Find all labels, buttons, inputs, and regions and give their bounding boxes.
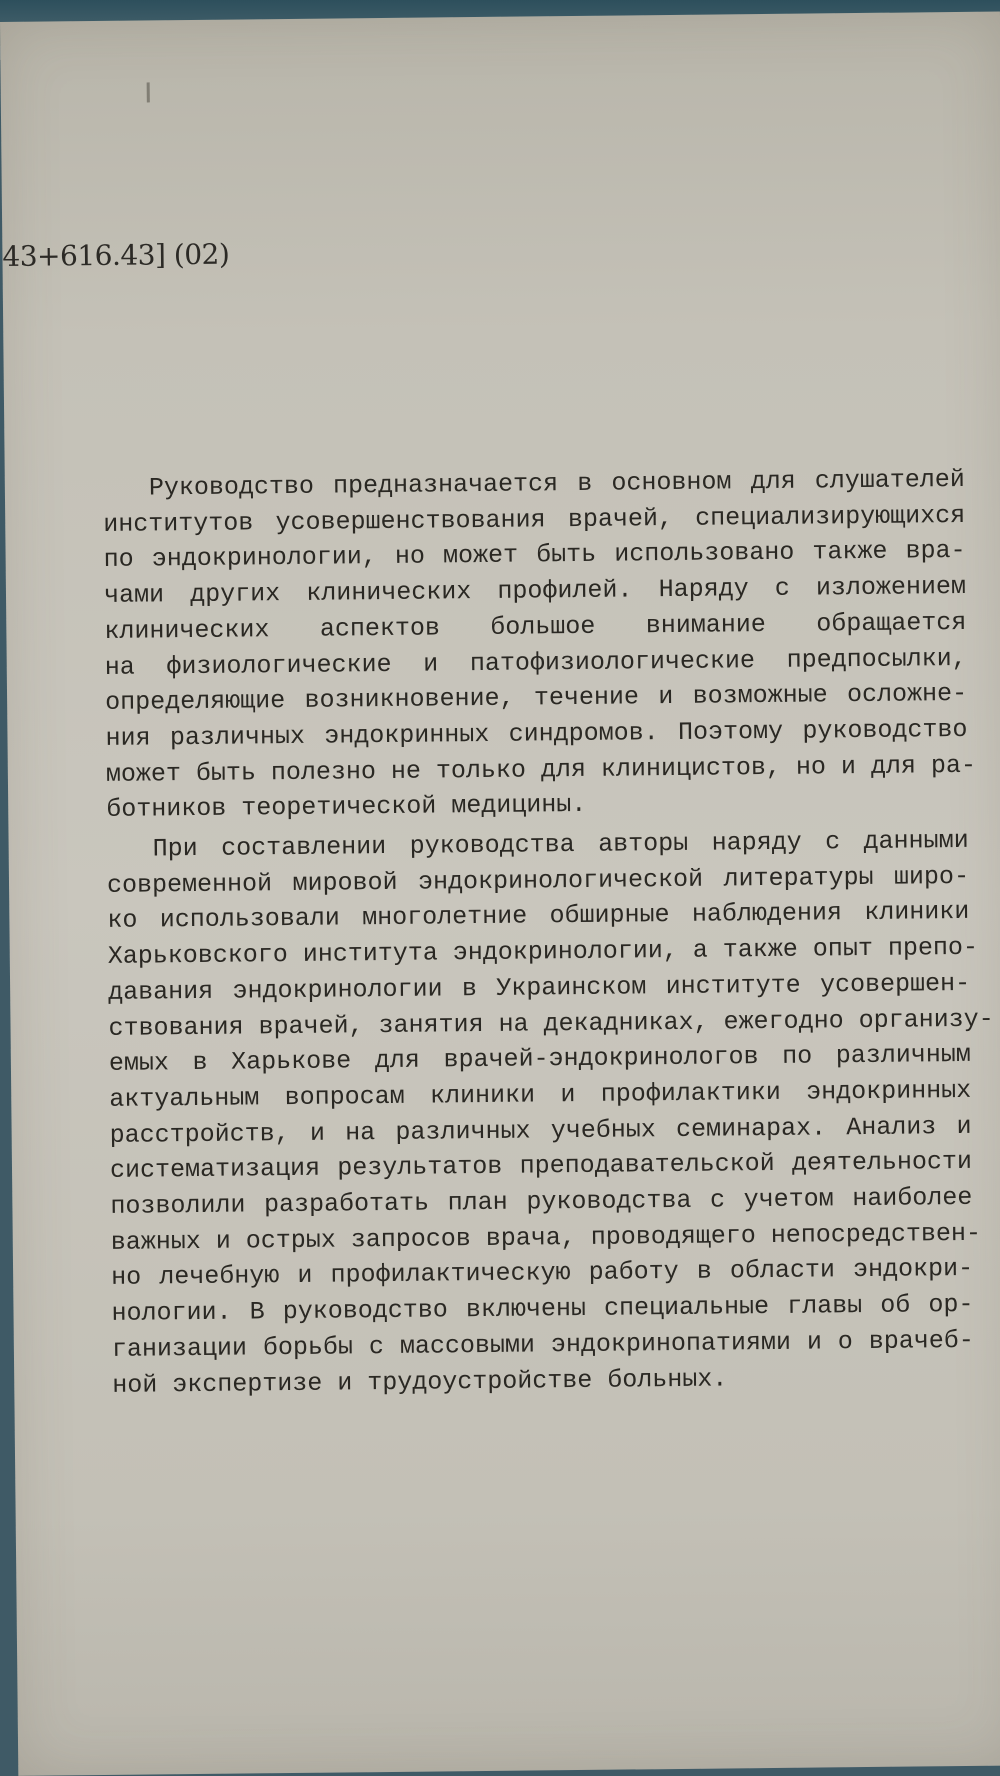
paragraph-2 — [106, 823, 994, 1403]
text-line: При составлении руководства авторы наряду с данными — [152, 825, 969, 864]
udc-classification-code: 43+616.43] (02) — [2, 237, 230, 273]
text-line: систематизация результатов преподавательской деятельности — [109, 1147, 973, 1186]
text-line: ганизации борьбы с массовыми эндокринопатиями и о врачеб- — [111, 1325, 975, 1364]
text-line: нологии. В руководство включены специальные главы об ор- — [111, 1290, 974, 1329]
text-line: Руководство предназначается в основном для слушателей — [148, 464, 965, 503]
book-page — [0, 12, 1000, 1776]
text-line: но лечебную и профилактическую работу в области эндокри- — [111, 1254, 974, 1293]
text-line: актуальным вопросам клиники и профилактики эндокринных — [109, 1075, 972, 1114]
paragraph-1 — [103, 462, 977, 828]
text-line: клинических аспектов большое внимание обращается — [104, 607, 967, 646]
text-line: емых в Харькове для врачей-эндокринологов по различным — [108, 1040, 972, 1079]
pencil-mark — [147, 82, 150, 102]
text-line: важных и острых запросов врача, проводящего непосредствен- — [110, 1218, 982, 1257]
annotation-text — [103, 462, 994, 1403]
text-line: позволили разработать план руководства с учетом наиболее — [110, 1182, 973, 1221]
text-line: определяющие возникновение, течение и возможные осложне- — [104, 679, 968, 718]
text-line: Харьковского института эндокринологии, а также опыт препо- — [107, 932, 979, 972]
text-line: современной мировой эндокринологической литературы широ- — [106, 861, 970, 900]
text-line: по эндокринологии, но может быть использовано также вра- — [103, 536, 966, 575]
text-line: ствования врачей, занятия на декадниках, ежегодно организу- — [108, 1004, 994, 1043]
text-line: может быть полезно не только для клиницистов, но и для ра- — [105, 750, 977, 789]
text-line: чами других клинических профилей. Наряду с изложением — [103, 572, 967, 611]
text-line: ботников теоретической медицины. — [106, 790, 587, 825]
text-line: давания эндокринологии в Украинском институте усовершен- — [108, 968, 971, 1007]
text-line: ной экспертизе и трудоустройстве больных. — [112, 1364, 728, 1400]
text-line: расстройств, и на различных учебных семинарах. Анализ и — [109, 1111, 972, 1150]
text-line: институтов усовершенствования врачей, специализирующихся — [103, 500, 966, 539]
text-line: на физиологические и патофизиологические предпосылки, — [104, 643, 967, 682]
text-line: ко использовали многолетние обширные наблюдения клиники — [107, 897, 970, 936]
text-line: ния различных эндокринных синдромов. Поэтому руководство — [105, 714, 968, 753]
